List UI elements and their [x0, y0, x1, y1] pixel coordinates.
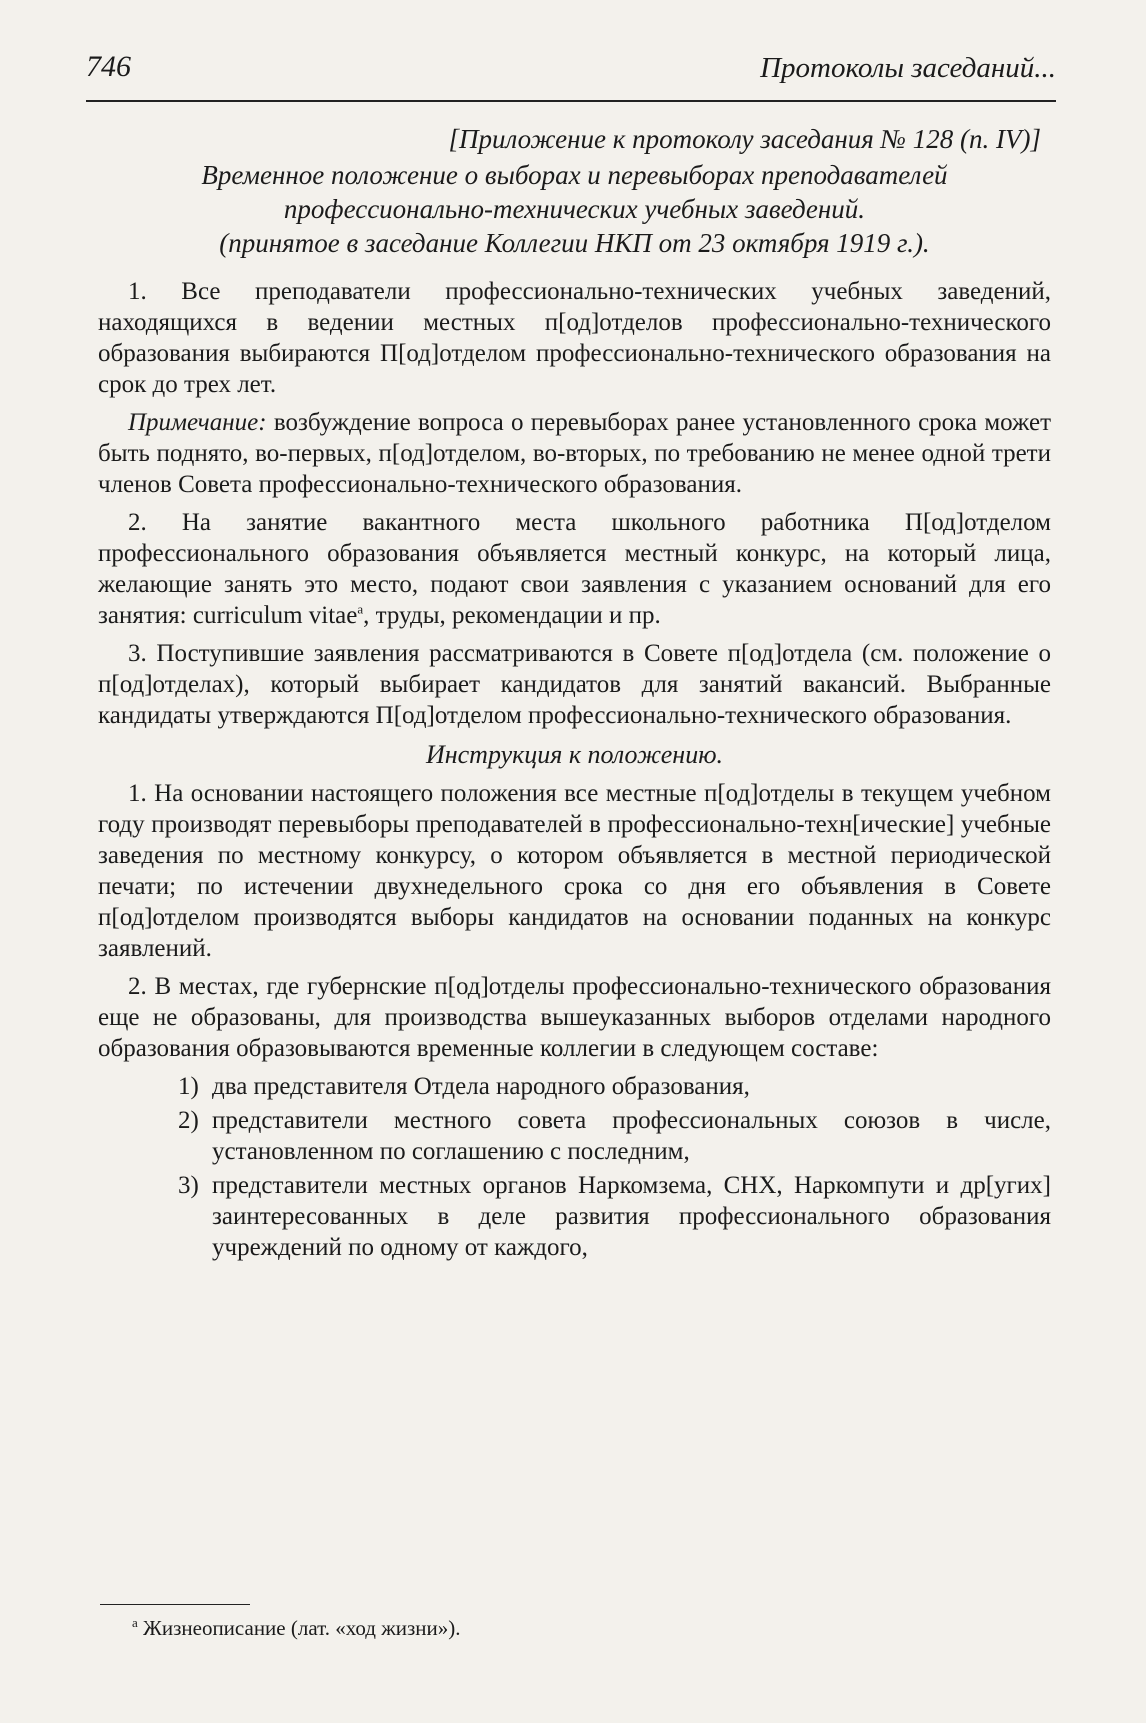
list-item-number: 1): [178, 1073, 199, 1100]
footnote-marker: а: [357, 601, 364, 617]
list-item: [178, 1071, 1051, 1102]
paragraph-2: [98, 507, 1051, 631]
title-line: профессионально-технических учебных заведений.: [283, 194, 866, 224]
page-body: [98, 122, 1051, 1266]
note-label: Примечание:: [128, 409, 267, 436]
footnote: [132, 1615, 461, 1641]
footnote-text: Жизнеописание (лат. «ход жизни»).: [137, 1616, 461, 1640]
title-line: Временное положение о выборах и перевыборах преподавателей: [201, 160, 948, 190]
paragraph-1: 1. Все преподаватели профессионально-технических учебных заведений, находящихся в ведении местных п[од]отделов профессионально-технического образования выбираются П[од]отделом профессионально-технического образования на срок до трех лет.: [98, 278, 1051, 398]
list-item-text: представители местного совета профессиональных союзов в числе, установленном по соглашению с последним,: [212, 1107, 1051, 1165]
list-item: [178, 1105, 1051, 1167]
title-line: (принятое в заседание Коллегии НКП от 23 октября 1919 г.).: [219, 228, 930, 258]
paragraph-2-text: 2. На занятие вакантного места школьного работника П[од]отделом профессионального образования объявляется местный конкурс, на который лица, желающие занять это место, подают свои заявления с указанием оснований для его занятия: curriculum vitae: [98, 509, 1051, 629]
instruction-paragraph-1: 1. На основании настоящего положения все местные п[од]отделы в текущем учебном году производят перевыборы преподавателей в профессионально-техн[ические] учебные заведения по местному конкурсу, о котором объявляется в местной периодической печати; по истечении двухнедельного срока со дня его объявления в Совете п[од]отделом производятся выборы кандидатов на основании поданных на конкурс заявлений.: [98, 780, 1051, 962]
paragraph-2-text-end: , труды, рекомендации и пр.: [363, 602, 661, 629]
note-text: возбуждение вопроса о перевыборах ранее установленного срока может быть поднято, во-первых, п[од]отделом, во-вторых, по требованию не менее одной трети членов Совета профессионально-технического образования.: [98, 409, 1051, 498]
list-item-number: 3): [178, 1172, 199, 1199]
footnote-divider: [100, 1604, 250, 1605]
list-item-text: представители местных органов Наркомзема, СНХ, Наркомпути и др[угих] заинтересованных в деле развития профессионального образования учреждений по одному от каждого,: [212, 1172, 1051, 1261]
document-title: [98, 158, 1051, 260]
note-paragraph: [98, 407, 1051, 500]
instruction-heading: Инструкция к положению.: [425, 740, 724, 769]
list-item: [178, 1170, 1051, 1263]
page-header: [86, 40, 1056, 102]
instruction-paragraph-2: 2. В местах, где губернские п[од]отделы профессионально-технического образования еще не образованы, для производства вышеуказанных выборов отделами народного образования образовываются временные коллегии в следующем составе:: [98, 973, 1051, 1062]
list-item-number: 2): [178, 1107, 199, 1134]
running-title: Протоколы заседаний...: [760, 52, 1056, 84]
composition-list: [178, 1071, 1051, 1263]
list-item-text: два представителя Отдела народного образования,: [212, 1073, 750, 1100]
paragraph-3: 3. Поступившие заявления рассматриваются в Совете п[од]отдела (см. положение о п[од]отделах), который выбирает кандидатов для занятий вакансий. Выбранные кандидаты утверждаются П[од]отделом профессионально-технического образования.: [98, 640, 1051, 729]
appendix-reference: [Приложение к протоколу заседания № 128 (п. IV)]: [448, 124, 1041, 154]
page-number: 746: [86, 50, 131, 83]
footnote-mark: а: [132, 1615, 138, 1630]
